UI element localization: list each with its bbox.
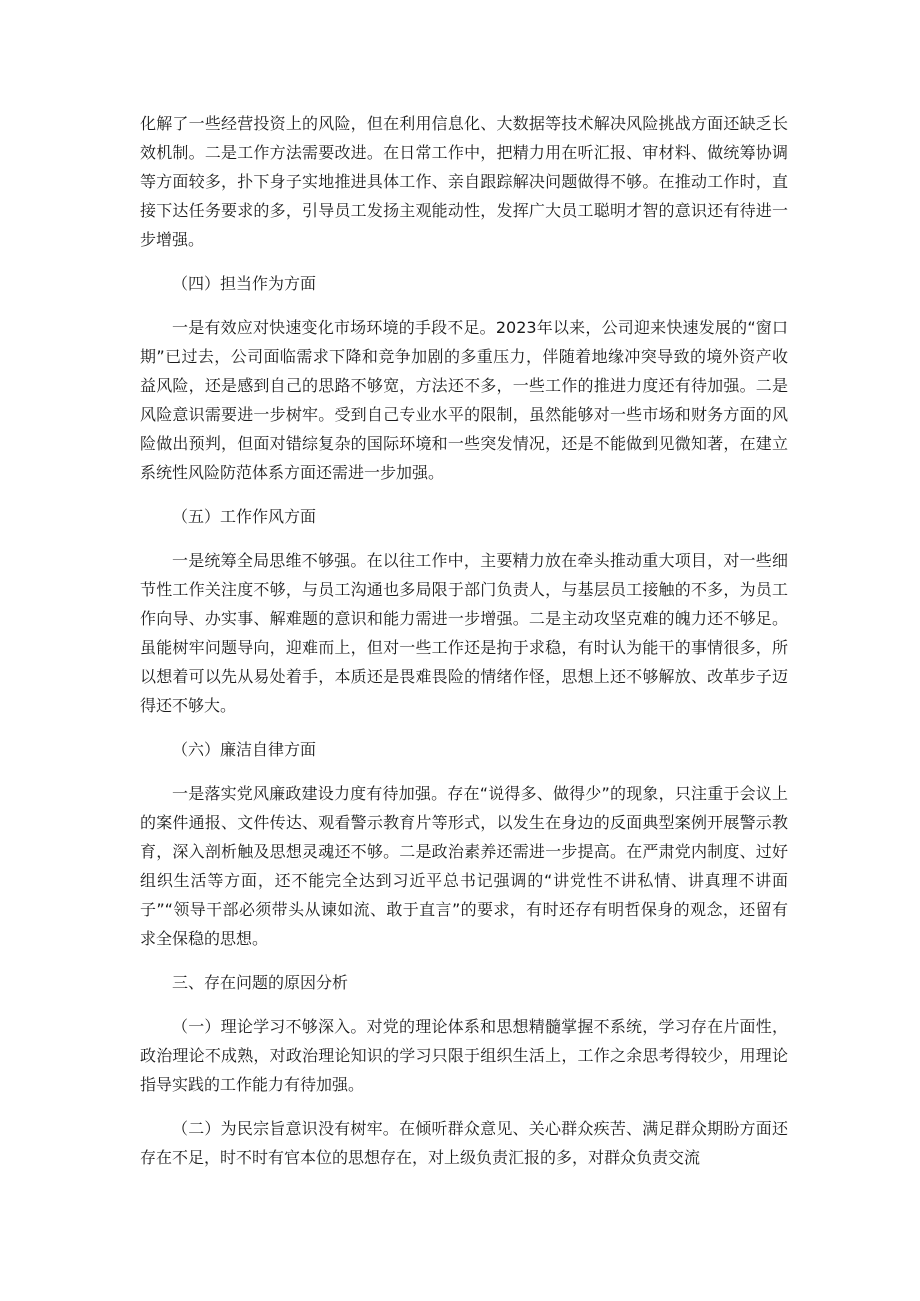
- document-body: [140, 109, 788, 1187]
- paragraph-intro-continued: 化解了一些经营投资上的风险，但在利用信息化、大数据等技术解决风险挑战方面还缺乏长效机制。二是工作方法需要改进。在日常工作中，把精力用在听汇报、审材料、做统筹协调等方面较多，扑下身子实地推进具体工作、亲自跟踪解决问题做得不够。在推动工作时，直接下达任务要求的多，引导员工发扬主观能动性，发挥广大员工聪明才智的意识还有待进一步增强。: [140, 114, 788, 249]
- paragraph-section-5: 一是统筹全局思维不够强。在以往工作中，主要精力放在牵头推动重大项目，对一些细节性工作关注度不够，与员工沟通也多局限于部门负责人，与基层员工接触的不多，为员工作向导、办实事、解难题的意识和能力需进一步增强。二是主动攻坚克难的魄力还不够足。虽能树牢问题导向，迎难而上，但对一些工作还是拘于求稳，有时认为能干的事情很多，所以想着可以先从易处着手，本质还是畏难畏险的情绪作怪，思想上还不够解放、改革步子迈得还不够大。: [140, 551, 788, 715]
- paragraph-section-6: 一是落实党风廉政建设力度有待加强。存在“说得多、做得少”的现象，只注重于会议上的案件通报、文件传达、观看警示教育片等形式，以发生在身边的反面典型案例开展警示教育，深入剖析触及思想灵魂还不够。二是政治素养还需进一步提高。在严肃党内制度、过好组织生活等方面，还不能完全达到习近平总书记强调的“讲党性不讲私情、讲真理不讲面子”“领导干部必须带头从谏如流、敢于直言”的要求，有时还存有明哲保身的观念，还留有求全保稳的思想。: [140, 784, 788, 948]
- paragraph-cause-1: （一）理论学习不够深入。对党的理论体系和思想精髓掌握不系统，学习存在片面性，政治理论不成熟，对政治理论知识的学习只限于组织生活上，工作之余思考得较少，用理论指导实践的工作能力有待加强。: [140, 1017, 788, 1094]
- section-heading-6: （六）廉洁自律方面: [172, 740, 317, 759]
- section-heading-5: （五）工作作风方面: [172, 507, 317, 526]
- chapter-heading-3: 三、存在问题的原因分析: [172, 973, 349, 992]
- paragraph-cause-2: （二）为民宗旨意识没有树牢。在倾听群众意见、关心群众疾苦、满足群众期盼方面还存在不足，时不时有官本位的思想存在，对上级负责汇报的多，对群众负责交流: [140, 1119, 788, 1167]
- paragraph-section-4: 一是有效应对快速变化市场环境的手段不足。2023年以来，公司迎来快速发展的“窗口期”已过去，公司面临需求下降和竞争加剧的多重压力，伴随着地缘冲突导致的境外资产收益风险，还是感到自己的思路不够宽，方法还不多，一些工作的推进力度还有待加强。二是风险意识需要进一步树牢。受到自己专业水平的限制，虽然能够对一些市场和财务方面的风险做出预判，但面对错综复杂的国际环境和一些突发情况，还是不能做到见微知著，在建立系统性风险防范体系方面还需进一步加强。: [140, 318, 788, 482]
- section-heading-4: （四）担当作为方面: [172, 274, 317, 293]
